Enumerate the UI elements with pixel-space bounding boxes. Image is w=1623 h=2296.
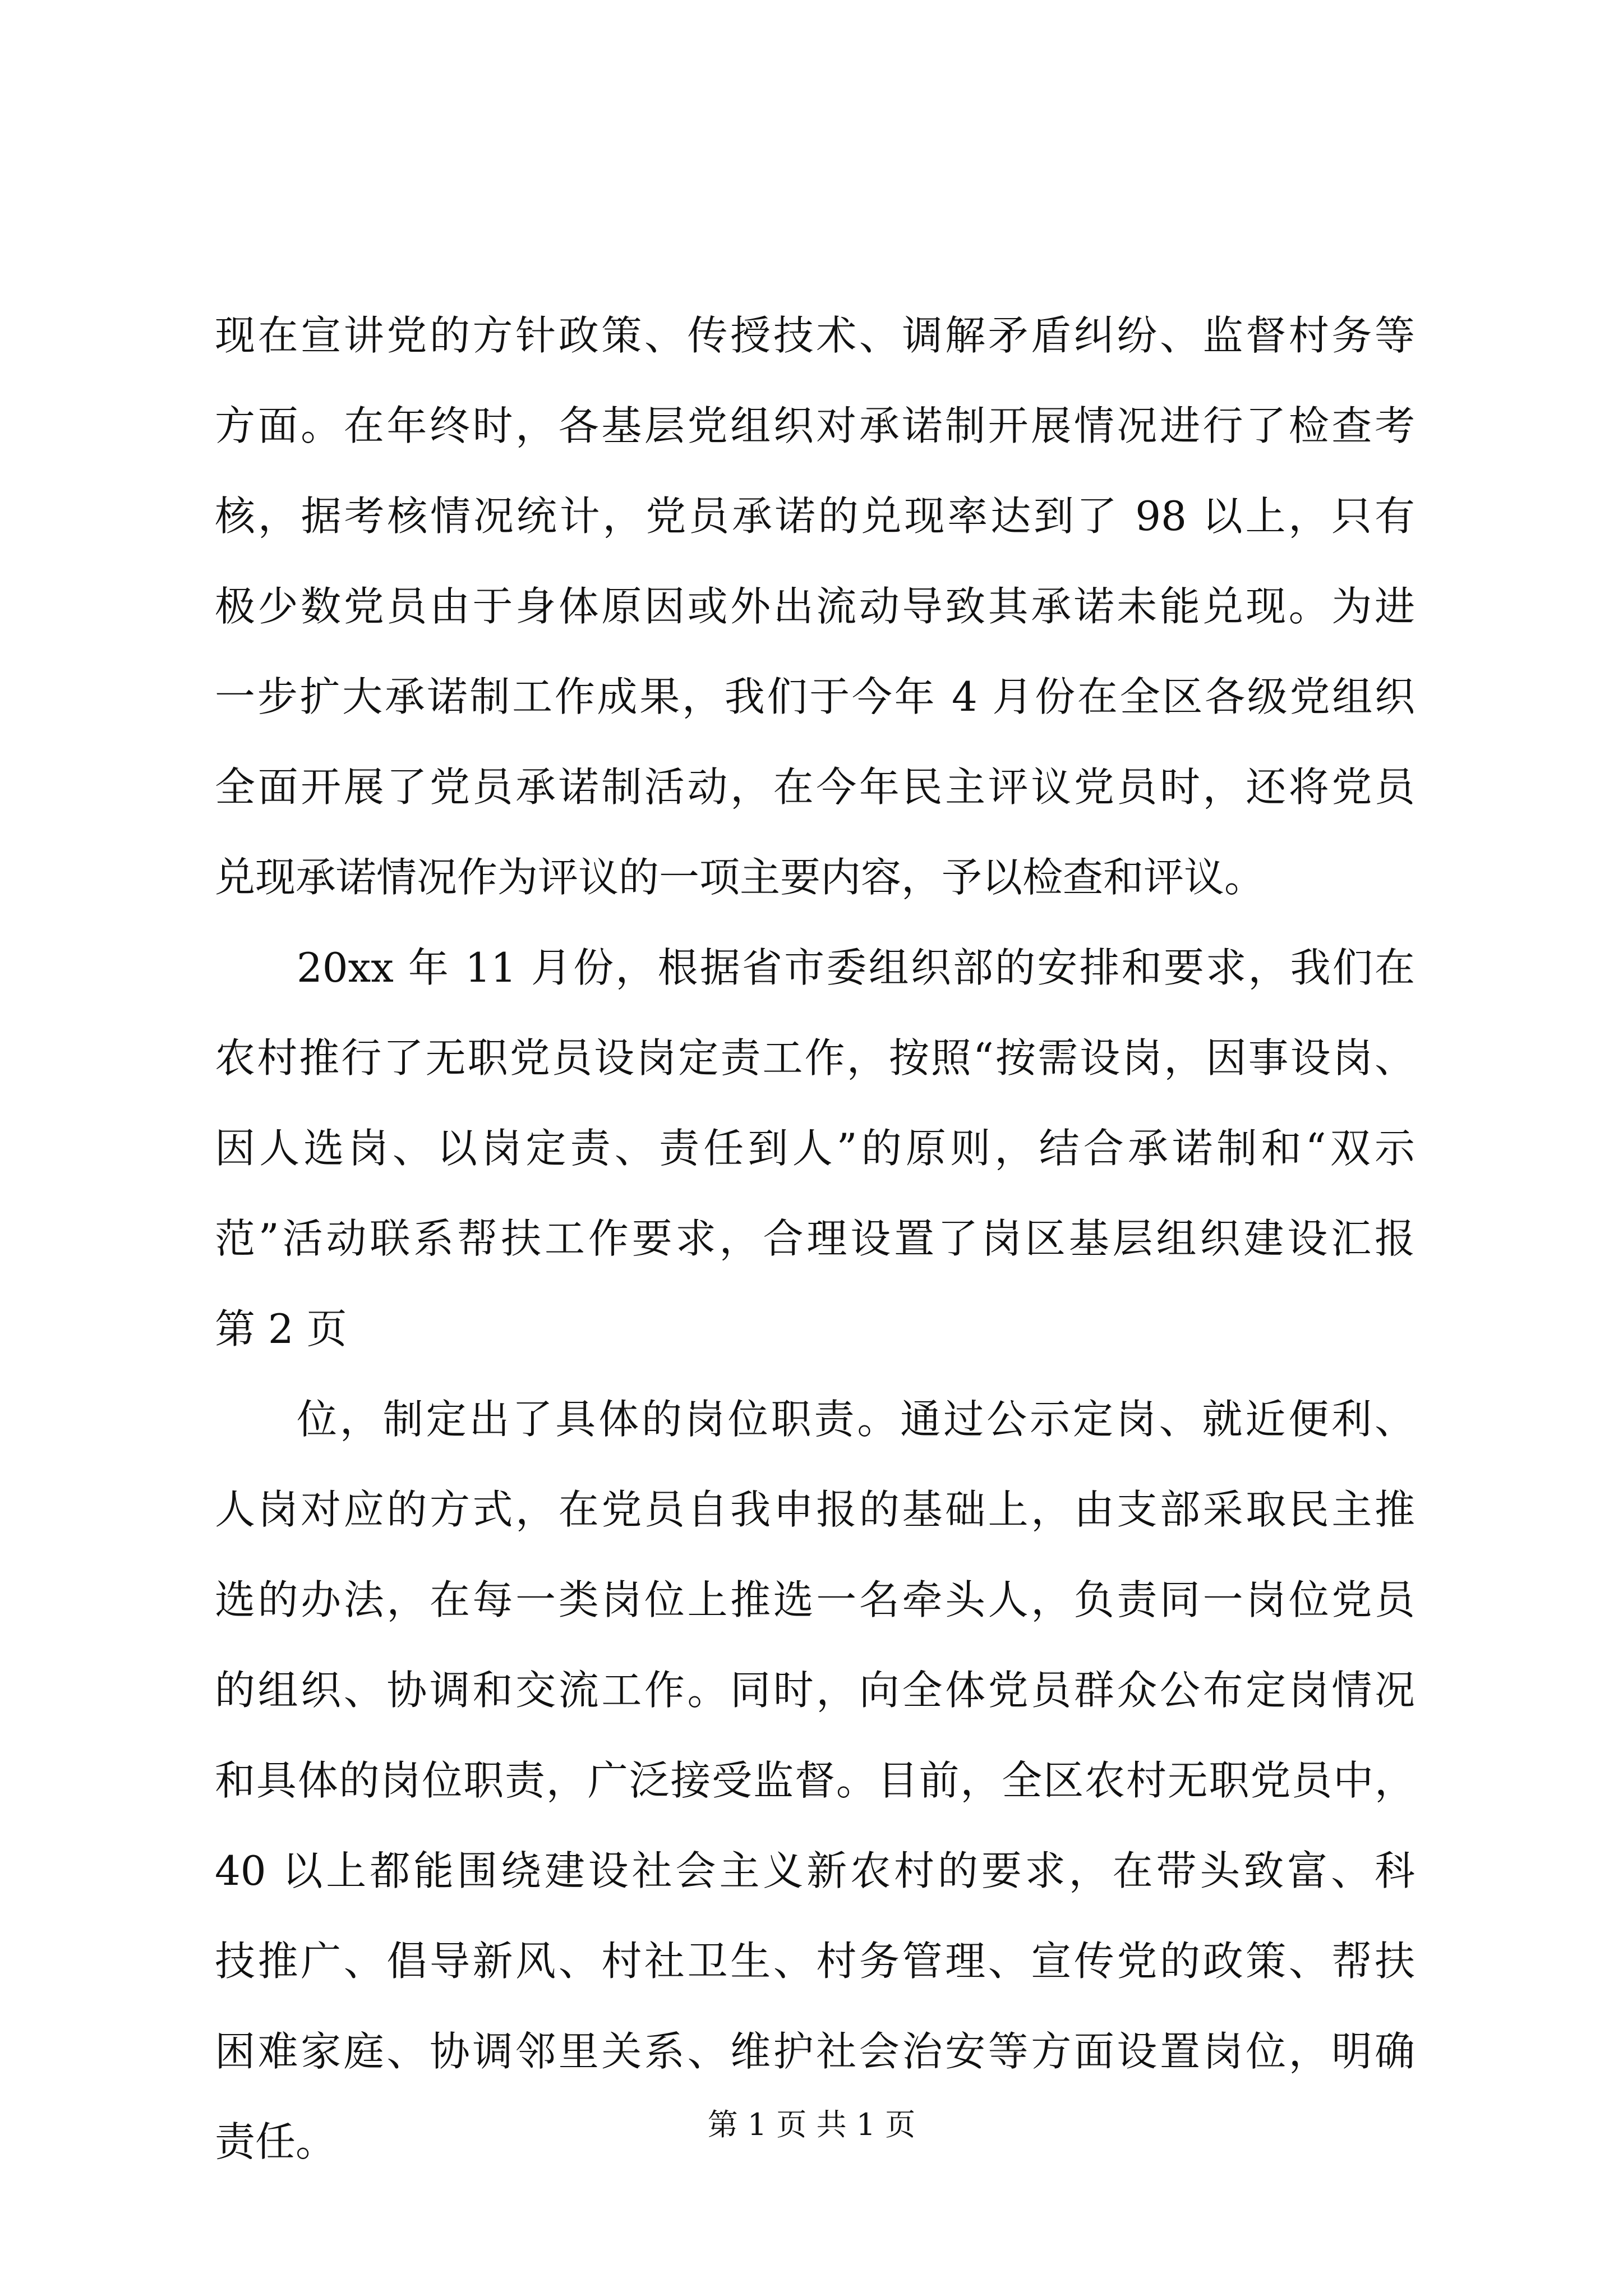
text-line: 人岗对应的方式，在党员自我申报的基础上，由支部采取民主推 (215, 1486, 1415, 1533)
text-line: 和具体的岗位职责，广泛接受监督。目前，全区农村无职党员中， (215, 1757, 1415, 1804)
text-line: 方面。在年终时，各基层党组织对承诺制开展情况进行了检查考 (215, 402, 1415, 449)
text-line: 一步扩大承诺制工作成果，我们于今年 4 月份在全区各级党组织 (215, 673, 1415, 720)
text-line: 40 以上都能围绕建设社会主义新农村的要求，在带头致富、科 (215, 1847, 1415, 1894)
text-line: 全面开展了党员承诺制活动，在今年民主评议党员时，还将党员 (215, 763, 1415, 811)
page-footer: 第 1 页 共 1 页 (707, 2107, 916, 2142)
text-line: 技推广、倡导新风、村社卫生、村务管理、宣传党的政策、帮扶 (215, 1938, 1415, 1985)
body-text (215, 291, 1415, 2187)
text-line: 困难家庭、协调邻里关系、维护社会治安等方面设置岗位，明确 (215, 2028, 1415, 2075)
text-line: 选的办法，在每一类岗位上推选一名牵头人，负责同一岗位党员 (215, 1576, 1415, 1623)
text-line: 兑现承诺情况作为评议的一项主要内容，予以检查和评议。 (215, 854, 1265, 901)
text-line: 责任。 (215, 2118, 336, 2165)
text-line: 范”活动联系帮扶工作要求，合理设置了岗区基层组织建设汇报 (215, 1215, 1415, 1262)
text-line: 20xx 年 11 月份，根据省市委组织部的安排和要求，我们在 (297, 944, 1415, 991)
page-marker: 第 2 页 (215, 1305, 347, 1352)
text-line: 核，据考核情况统计，党员承诺的兑现率达到了 98 以上，只有 (215, 493, 1415, 540)
text-line: 的组织、协调和交流工作。同时，向全体党员群众公布定岗情况 (215, 1667, 1415, 1714)
text-line: 因人选岗、以岗定责、责任到人”的原则，结合承诺制和“双示 (215, 1125, 1415, 1172)
text-line: 极少数党员由于身体原因或外出流动导致其承诺未能兑现。为进 (215, 583, 1415, 630)
text-line: 农村推行了无职党员设岗定责工作，按照“按需设岗，因事设岗、 (215, 1034, 1415, 1082)
text-line: 现在宣讲党的方针政策、传授技术、调解矛盾纠纷、监督村务等 (215, 312, 1415, 359)
text-line: 位，制定出了具体的岗位职责。通过公示定岗、就近便利、 (297, 1396, 1415, 1443)
